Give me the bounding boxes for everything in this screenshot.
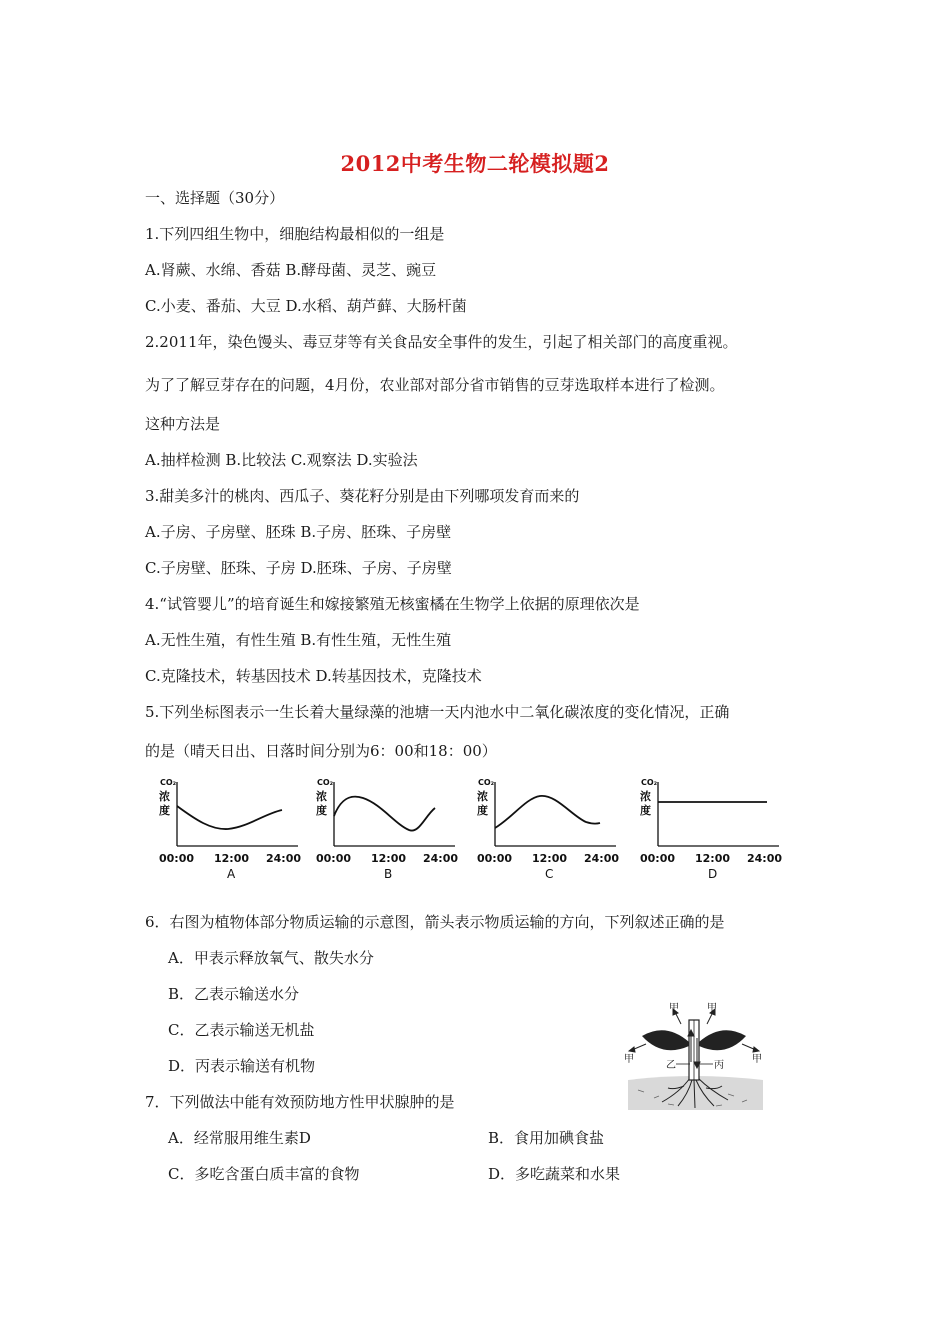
question-6-stem: 6．右图为植物体部分物质运输的示意图，箭头表示物质运输的方向，下列叙述正确的是 <box>145 913 725 931</box>
chart-b-y-sub: CO₂ <box>317 778 334 787</box>
chart-c-y-sub: CO₂ <box>478 778 495 787</box>
chart-c-y-1: 浓 <box>477 790 488 803</box>
chart-d-y-sub: CO₂ <box>641 778 658 787</box>
chart-d-y-2: 度 <box>640 804 651 817</box>
label-bing: 丙 <box>714 1060 724 1071</box>
label-jia-top-left: 甲 <box>669 1003 679 1014</box>
chart-d-tick-0: 00:00 <box>640 852 676 865</box>
chart-b-tick-0: 00:00 <box>316 852 352 865</box>
plant-transport-figure <box>618 1002 768 1112</box>
chart-b <box>313 776 463 886</box>
question-7-stem: 7．下列做法中能有效预防地方性甲状腺肿的是 <box>145 1093 455 1111</box>
question-3-stem: 3.甜美多汁的桃肉、西瓜子、葵花籽分别是由下列哪项发育而来的 <box>145 487 580 505</box>
chart-b-curve <box>334 797 435 831</box>
question-7-option-d: D．多吃蔬菜和水果 <box>488 1165 621 1183</box>
chart-a-label: A <box>227 867 236 881</box>
right-leaf <box>699 1030 746 1050</box>
page-title: 2012中考生物二轮模拟题2 <box>340 151 610 176</box>
question-1-options-cd: C.小麦、番茄、大豆 D.水稻、葫芦藓、大肠杆菌 <box>145 297 467 315</box>
chart-a-y-1: 浓 <box>159 790 170 803</box>
chart-a-tick-24: 24:00 <box>266 852 302 865</box>
question-7-option-a: A．经常服用维生素D <box>168 1129 311 1147</box>
question-2-stem-line3: 这种方法是 <box>145 415 221 433</box>
chart-d <box>637 776 787 886</box>
question-1-stem: 1.下列四组生物中，细胞结构最相似的一组是 <box>145 225 445 243</box>
label-yi: 乙 <box>666 1060 676 1071</box>
question-7-option-c: C．多吃含蛋白质丰富的食物 <box>168 1165 360 1183</box>
question-5-stem-line2: 的是（晴天日出、日落时间分别为6：00和18：00） <box>145 742 497 760</box>
chart-c-curve <box>495 796 600 828</box>
chart-b-tick-24: 24:00 <box>423 852 459 865</box>
chart-c-tick-24: 24:00 <box>584 852 620 865</box>
question-4-options-cd: C.克隆技术，转基因技术 D.转基因技术，克隆技术 <box>145 667 482 685</box>
question-6-option-b: B．乙表示输送水分 <box>168 985 300 1003</box>
chart-b-y-1: 浓 <box>316 790 327 803</box>
question-6-option-c: C．乙表示输送无机盐 <box>168 1021 315 1039</box>
question-6-option-d: D．丙表示输送有机物 <box>168 1057 316 1075</box>
question-5-stem: 5.下列坐标图表示一生长着大量绿藻的池塘一天内池水中二氧化碳浓度的变化情况，正确 <box>145 703 730 721</box>
chart-c-label: C <box>545 867 554 881</box>
chart-d-label: D <box>708 867 718 881</box>
label-jia-left: 甲 <box>624 1054 634 1065</box>
label-jia-top-right: 甲 <box>707 1003 717 1014</box>
soil-shape <box>628 1076 763 1110</box>
chart-a-tick-0: 00:00 <box>159 852 195 865</box>
chart-d-y-1: 浓 <box>640 790 651 803</box>
question-7-option-b: B．食用加碘食盐 <box>488 1129 605 1147</box>
chart-b-tick-12: 12:00 <box>371 852 407 865</box>
question-3-options-ab: A.子房、子房壁、胚珠 B.子房、胚珠、子房壁 <box>145 523 452 541</box>
chart-c <box>474 776 624 886</box>
chart-c-tick-12: 12:00 <box>532 852 568 865</box>
question-6-option-a: A．甲表示释放氧气、散失水分 <box>168 949 374 967</box>
section-heading: 一、选择题（30分） <box>145 189 285 207</box>
chart-a-curve <box>177 806 282 829</box>
chart-d-tick-12: 12:00 <box>695 852 731 865</box>
question-1-options-ab: A.肾蕨、水绵、香菇 B.酵母菌、灵芝、豌豆 <box>145 261 437 279</box>
question-3-options-cd: C.子房壁、胚珠、子房 D.胚珠、子房、子房壁 <box>145 559 452 577</box>
question-4-options-ab: A.无性生殖，有性生殖 B.有性生殖，无性生殖 <box>145 631 452 649</box>
chart-c-tick-0: 00:00 <box>477 852 513 865</box>
chart-c-y-2: 度 <box>477 804 488 817</box>
question-2-options: A.抽样检测 B.比较法 C.观察法 D.实验法 <box>145 451 418 469</box>
question-2-stem: 2.2011年，染色馒头、毒豆芽等有关食品安全事件的发生，引起了相关部门的高度重视。 <box>145 333 738 351</box>
chart-a-tick-12: 12:00 <box>214 852 250 865</box>
chart-d-tick-24: 24:00 <box>747 852 783 865</box>
chart-b-y-2: 度 <box>316 804 327 817</box>
question-4-stem: 4.“试管婴儿”的培育诞生和嫁接繁殖无核蜜橘在生物学上依据的原理依次是 <box>145 595 640 613</box>
label-jia-right: 甲 <box>752 1054 762 1065</box>
left-leaf <box>642 1030 689 1050</box>
chart-a-y-sub: CO₂ <box>160 778 177 787</box>
chart-b-label: B <box>384 867 393 881</box>
question-2-stem-line2: 为了了解豆芽存在的问题，4月份，农业部对部分省市销售的豆芽选取样本进行了检测。 <box>145 376 725 394</box>
chart-a-y-2: 度 <box>159 804 170 817</box>
chart-a <box>156 776 306 886</box>
